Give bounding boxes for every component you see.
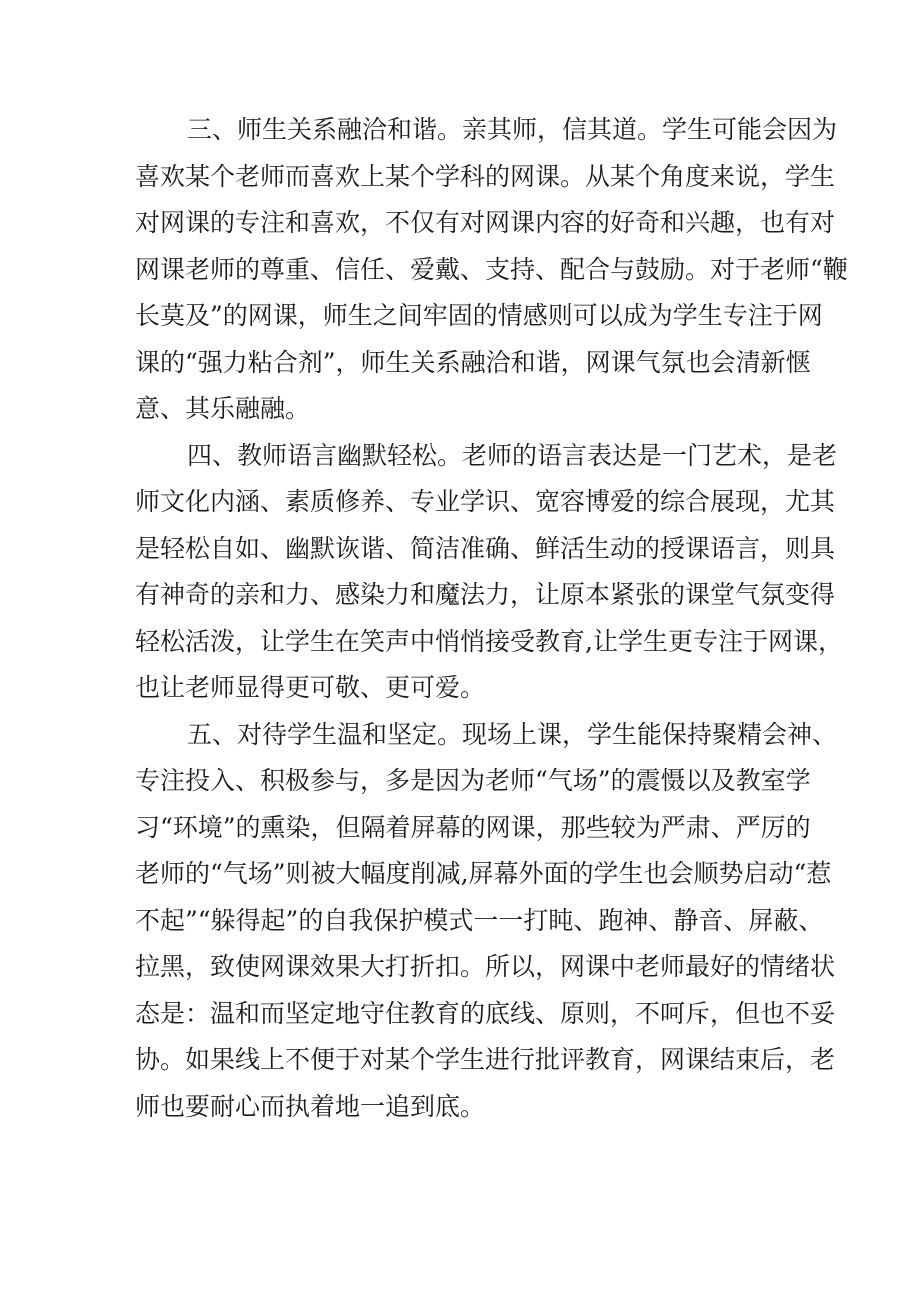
paragraph-line: 协。如果线上不便于对某个学生进行批评教育，网课结束后，老 [135,1045,836,1074]
paragraph-four [135,433,843,712]
paragraph-line: 对网课的专注和喜欢，不仅有对网课内容的好奇和兴趣，也有对 [135,208,836,237]
paragraph-line: 老师的“气场”则被大幅度削减,屏幕外面的学生也会顺势启动“惹 [135,859,832,888]
paragraph-line: 不起”“躲得起”的自我保护模式一一打盹、跑神、静音、屏蔽、 [135,905,824,935]
paragraph-line: 专注投入、积极参与，多是因为老师“气场”的震慑以及教室学 [135,766,811,795]
paragraph-line: 是轻松自如、幽默诙谐、简洁准确、鲜活生动的授课语言，则具 [135,533,836,563]
paragraph-line: 有神奇的亲和力、感染力和魔法力，让原本紧张的课堂气氛变得 [135,580,836,609]
paragraph-three [135,107,848,433]
paragraph-line: 意、其乐融融。 [135,394,311,423]
paragraph-line: 也让老师显得更可敬、更可爱。 [135,673,486,702]
paragraph-five [135,712,838,1131]
paragraph-line: 拉黑，致使网课效果大打折扣。所以，网课中老师最好的情绪状 [135,952,836,981]
paragraph-line: 四、教师语言幽默轻松。老师的语言表达是一门艺术，是老 [187,440,838,470]
paragraph-line: 课的“强力粘合剂”，师生关系融洽和谐，网课气氛也会清新惬 [135,347,811,377]
paragraph-line: 态是：温和而坚定地守住教育的底线、原则，不呵斥，但也不妥 [135,998,836,1028]
paragraph-line: 师也要耐心而执着地一追到底。 [135,1091,486,1121]
paragraph-line: 师文化内涵、素质修养、专业学识、宽容博爱的综合展现，尤其 [135,487,836,516]
paragraph-line: 五、对待学生温和坚定。现场上课，学生能保持聚精会神、 [187,719,838,749]
paragraph-line: 长莫及”的网课，师生之间牢固的情感则可以成为学生专注于网 [135,301,823,330]
paragraph-line: 喜欢某个老师而喜欢上某个学科的网课。从某个角度来说，学生 [135,161,836,191]
paragraph-line: 习“环境”的熏染，但隔着屏幕的网课，那些较为严肃、严厉的 [135,812,811,842]
paragraph-line: 轻松活泼，让学生在笑声中悄悄接受教育,让学生更专注于网课， [135,626,843,656]
paragraph-line: 三、师生关系融洽和谐。亲其师，信其道。学生可能会因为 [187,115,838,144]
document-body [135,107,848,1130]
paragraph-line: 网课老师的尊重、信任、爱戴、支持、配合与鼓励。对于老师“鞭 [135,254,848,284]
